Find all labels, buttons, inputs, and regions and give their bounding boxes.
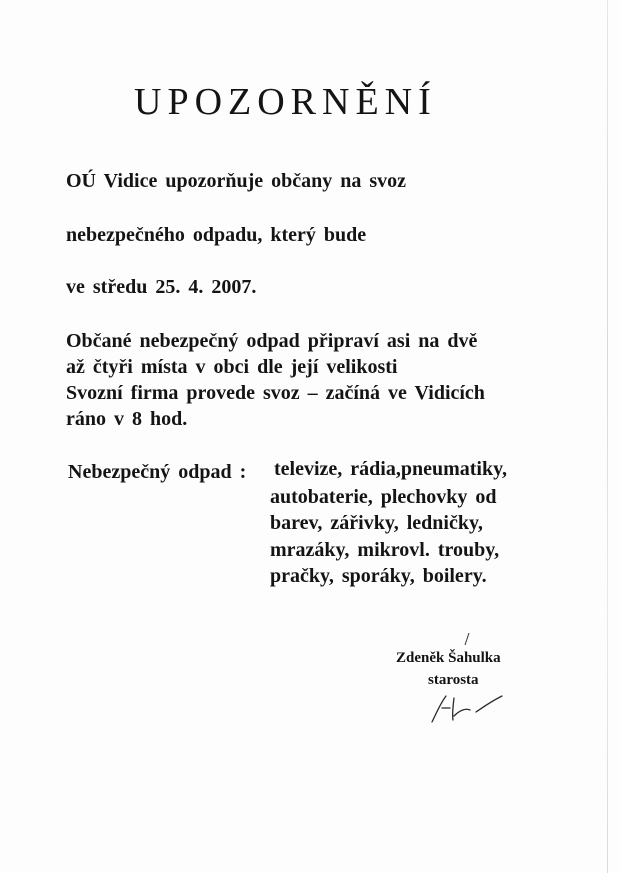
waste-items-line-2: autobaterie, plechovky od [270,486,497,508]
small-stroke-mark [462,632,472,646]
paragraph-1-line-1: OÚ Vidice upozorňuje občany na svoz [66,170,407,192]
waste-label: Nebezpečný odpad : [68,461,247,483]
paragraph-2-line-1: Občané nebezpečný odpad připraví asi na dvě [66,330,478,352]
scan-edge-line [607,0,608,873]
handwritten-signature [420,690,510,726]
signatory-name: Zdeněk Šahulka [396,650,501,666]
paragraph-2-line-3: Svozní firma provede svoz – začíná ve Vidicích [66,382,485,404]
waste-items-line-3: barev, zářivky, ledničky, [270,512,483,534]
waste-items-line-5: pračky, sporáky, boilery. [270,565,487,587]
paragraph-1-line-3: ve středu 25. 4. 2007. [66,276,257,298]
waste-items-line-1: televize, rádia,pneumatiky, [274,458,507,480]
waste-items-line-4: mrazáky, mikrovl. trouby, [270,539,500,561]
paragraph-2-line-4: ráno v 8 hod. [66,408,188,430]
notice-title: UPOZORNĚNÍ [134,81,437,123]
paragraph-2-line-2: až čtyři místa v obci dle její velikosti [66,356,398,378]
paragraph-1-line-2: nebezpečného odpadu, který bude [66,224,367,246]
signatory-role: starosta [428,672,479,688]
